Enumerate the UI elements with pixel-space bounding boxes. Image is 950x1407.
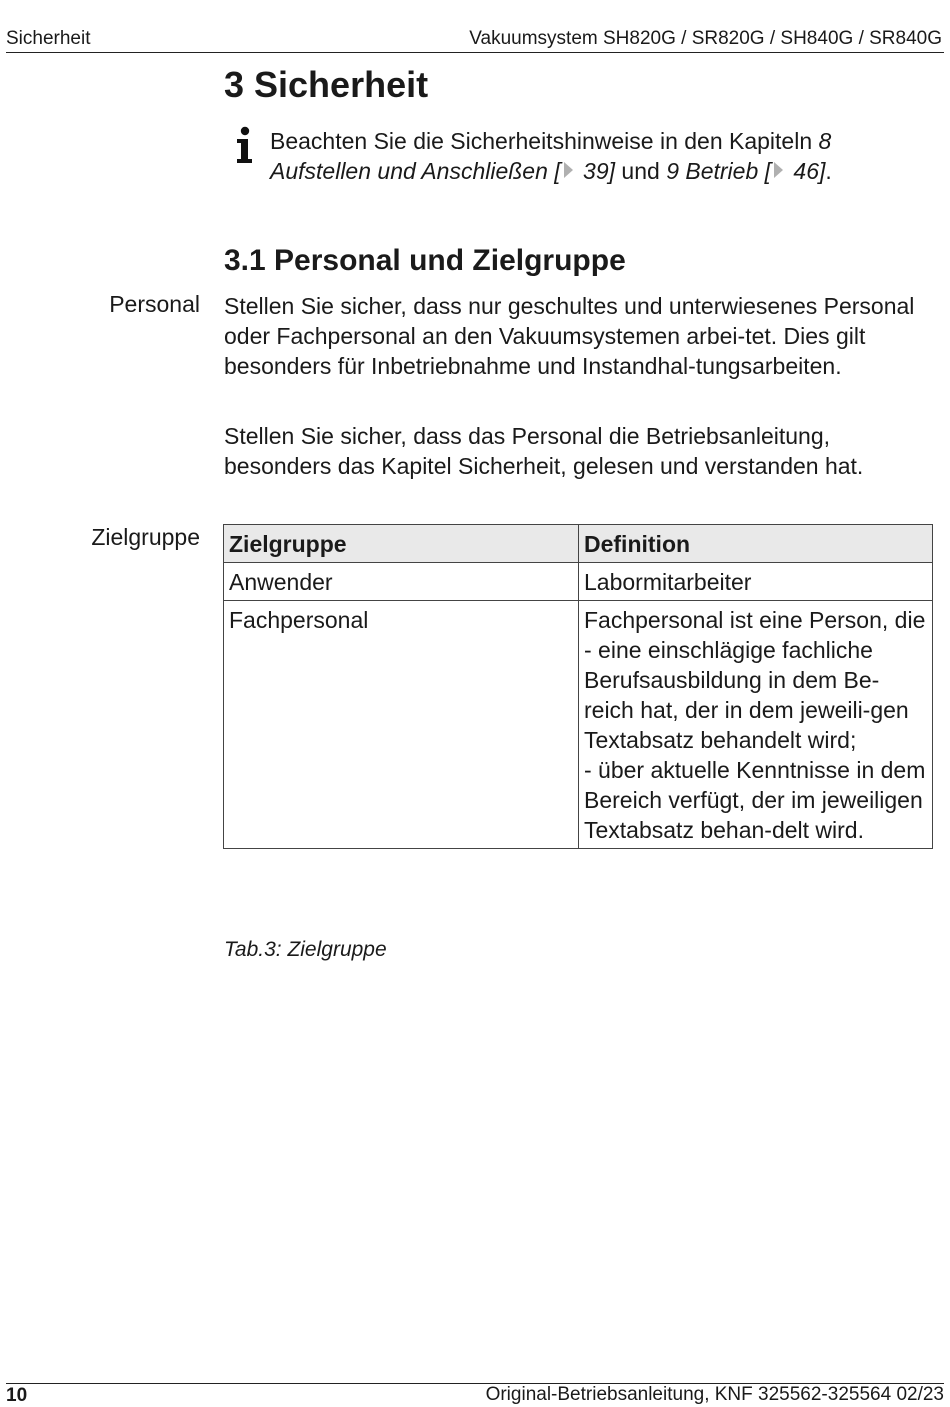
table-row bbox=[224, 601, 933, 849]
table-header-zielgruppe: Zielgruppe bbox=[224, 525, 579, 563]
note-between: und bbox=[615, 158, 667, 184]
definition-line: - eine einschlägige fachliche Berufsausbildung in dem Be-reich hat, der in dem jeweili-gen Textabsatz behandelt wird; bbox=[584, 637, 909, 753]
table-caption: Tab.3: Zielgruppe bbox=[224, 938, 387, 961]
definition-line: - über aktuelle Kenntnisse in dem Bereich verfügt, der im jeweiligen Textabsatz behan-delt wird. bbox=[584, 757, 926, 843]
note-ref1-page[interactable]: 39] bbox=[576, 158, 616, 184]
zielgruppe-table bbox=[223, 524, 933, 849]
table-cell-group: Anwender bbox=[224, 563, 579, 601]
table-row bbox=[224, 563, 933, 601]
header-product: Vakuumsystem SH820G / SR820G / SH840G / SR840G bbox=[469, 28, 942, 49]
header-section: Sicherheit bbox=[6, 28, 91, 49]
personal-paragraph-2: Stellen Sie sicher, dass das Personal die Betriebsanleitung, besonders das Kapitel Sicherheit, gelesen und verstanden hat. bbox=[224, 423, 864, 479]
table-header-definition: Definition bbox=[579, 525, 933, 563]
personal-paragraph-1: Stellen Sie sicher, dass nur geschultes und unterwiesenes Personal oder Fachpersonal an den Vakuumsystemen arbei-tet. Dies gilt besonders für Inbetriebnahme und Instandhal-tungsarbeiten. bbox=[224, 293, 915, 379]
definition-line: Labormitarbeiter bbox=[584, 569, 752, 595]
page-ref-arrow-icon bbox=[564, 162, 573, 178]
table-cell-definition bbox=[579, 601, 933, 849]
page-ref-arrow-icon bbox=[774, 162, 783, 178]
page-number: 10 bbox=[6, 1385, 28, 1406]
header-rule bbox=[6, 52, 944, 53]
margin-label-personal: Personal bbox=[109, 291, 200, 317]
note-text-start: Beachten Sie die Sicherheitshinweise in den Kapiteln bbox=[270, 128, 819, 154]
note-ref2-page[interactable]: 46] bbox=[787, 158, 826, 184]
section-title: 3.1 Personal und Zielgruppe bbox=[224, 244, 626, 277]
definition-line: Fachpersonal ist eine Person, die bbox=[584, 607, 926, 633]
margin-label-zielgruppe: Zielgruppe bbox=[91, 524, 200, 550]
footer-doc-id: Original-Betriebsanleitung, KNF 325562-325564 02/23 bbox=[485, 1384, 944, 1405]
note-ref1-title[interactable]: 8 Aufstellen und Anschließen [ bbox=[270, 128, 832, 184]
info-icon bbox=[232, 126, 258, 166]
note-ref2-title[interactable]: 9 Betrieb [ bbox=[666, 158, 772, 184]
page-title: 3 Sicherheit bbox=[224, 64, 429, 105]
info-note bbox=[270, 126, 930, 186]
table-cell-definition bbox=[579, 563, 933, 601]
table-header-row bbox=[224, 525, 933, 563]
table-cell-group: Fachpersonal bbox=[224, 601, 579, 849]
note-end: . bbox=[825, 158, 832, 184]
